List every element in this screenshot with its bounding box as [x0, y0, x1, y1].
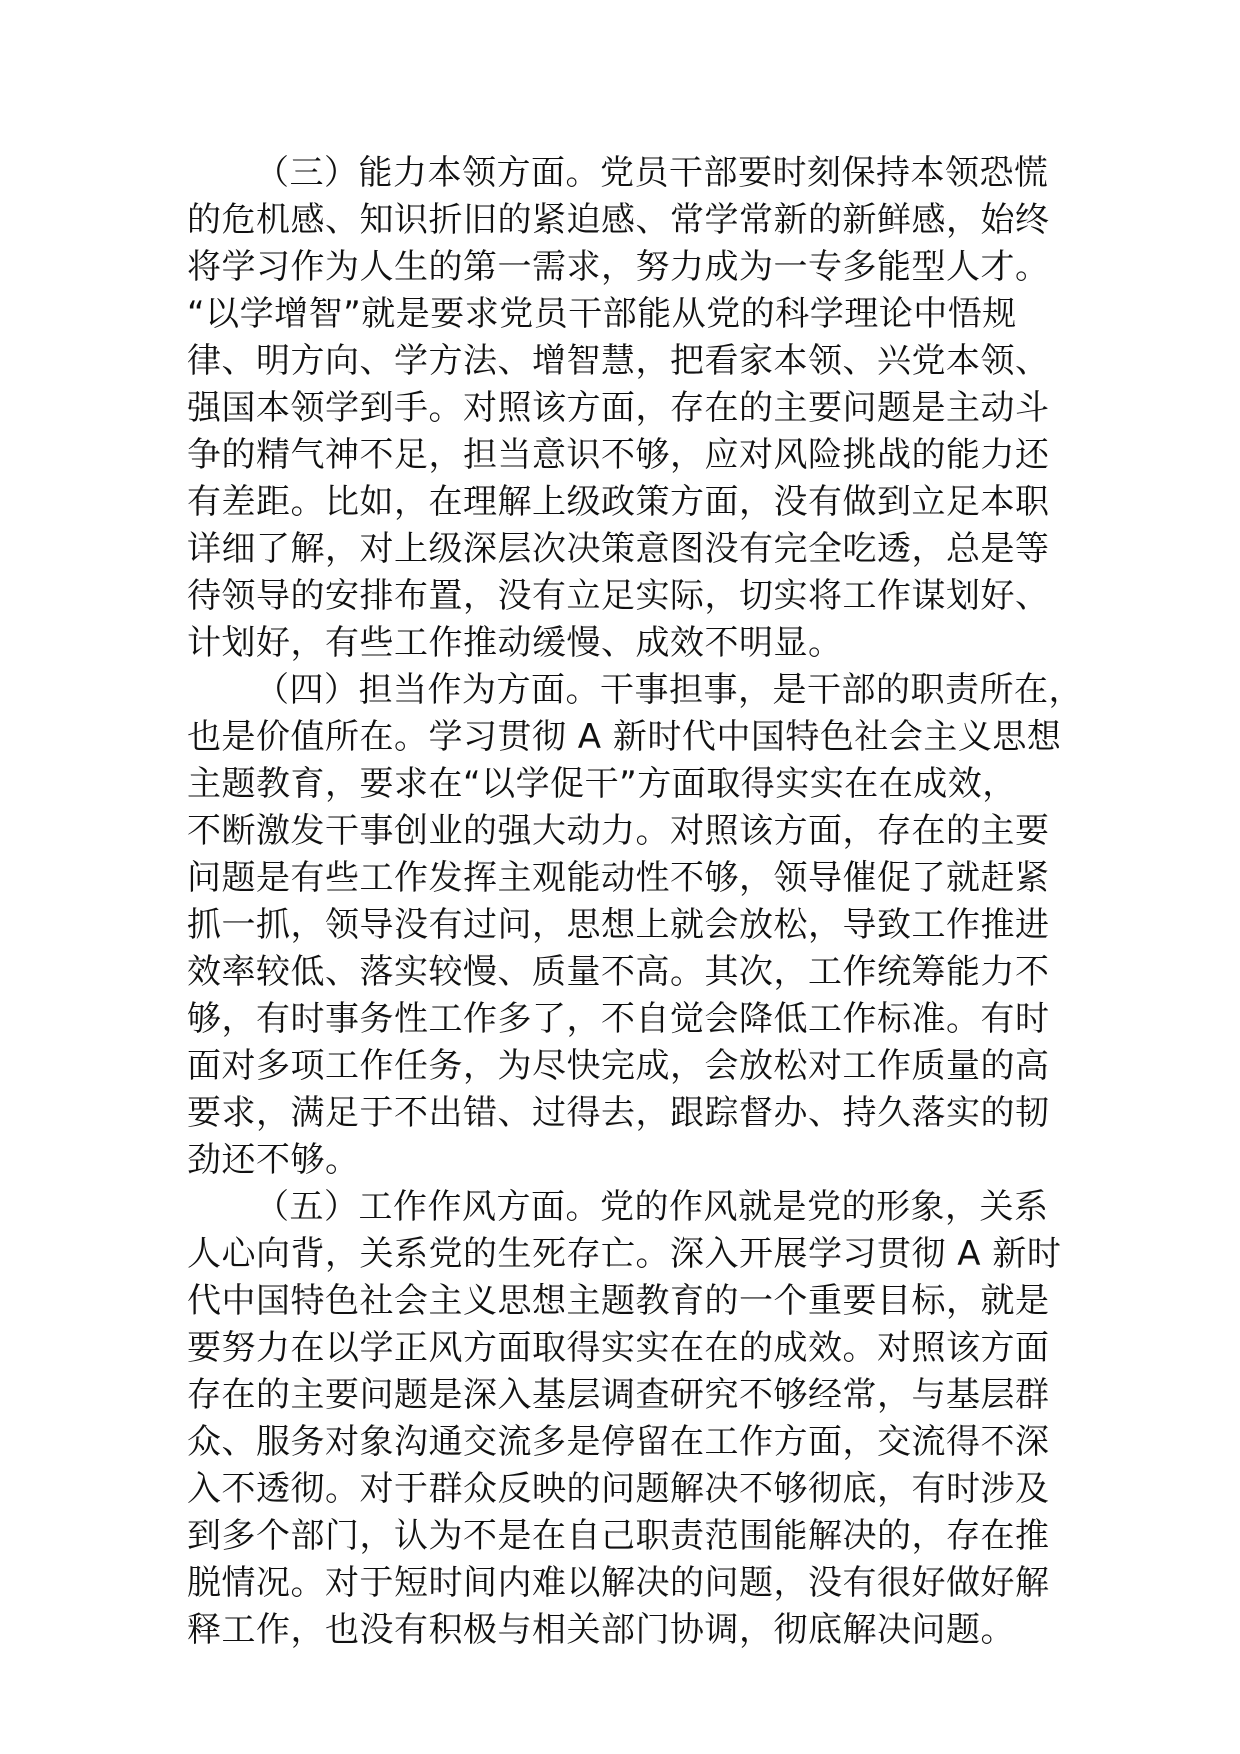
text-line: （三）能力本领方面。党员干部要时刻保持本领恐慌 — [255, 153, 1049, 193]
text-line: 要努力在以学正风方面取得实实在在的成效。对照该方面 — [187, 1328, 1050, 1368]
text-line: 代中国特色社会主义思想主题教育的一个重要目标，就是 — [187, 1281, 1050, 1321]
document-body — [187, 150, 1083, 1654]
text-line: 存在的主要问题是深入基层调查研究不够经常，与基层群 — [187, 1375, 1050, 1415]
text-line: 待领导的安排布置，没有立足实际，切实将工作谋划好、 — [187, 576, 1050, 616]
text-line: 抓一抓，领导没有过问，思想上就会放松，导致工作推进 — [187, 905, 1050, 945]
text-line: 面对多项工作任务，为尽快完成，会放松对工作质量的高 — [187, 1046, 1050, 1086]
text-line: 劲还不够。 — [187, 1140, 360, 1180]
text-line: 到多个部门，认为不是在自己职责范围能解决的，存在推 — [187, 1516, 1050, 1556]
paragraph-section-5 — [187, 1184, 1079, 1654]
text-line: 详细了解，对上级深层次决策意图没有完全吃透，总是等 — [187, 529, 1050, 569]
text-line: 主题教育，要求在“以学促干”方面取得实实在在成效， — [187, 764, 1017, 804]
text-line: 不断激发干事创业的强大动力。对照该方面，存在的主要 — [187, 811, 1050, 851]
text-line: 人心向背，关系党的生死存亡。深入开展学习贯彻 A 新时 — [187, 1234, 1062, 1274]
paragraph-section-3 — [187, 150, 1079, 667]
text-line: 将学习作为人生的第一需求，努力成为一专多能型人才。 — [187, 247, 1050, 287]
text-line: 强国本领学到手。对照该方面，存在的主要问题是主动斗 — [187, 388, 1050, 428]
text-line: 争的精气神不足，担当意识不够，应对风险挑战的能力还 — [187, 435, 1050, 475]
text-line: 众、服务对象沟通交流多是停留在工作方面，交流得不深 — [187, 1422, 1050, 1462]
text-line: 律、明方向、学方法、增智慧，把看家本领、兴党本领、 — [187, 341, 1050, 381]
text-line: 的危机感、知识折旧的紧迫感、常学常新的新鲜感，始终 — [187, 200, 1050, 240]
text-line: （五）工作作风方面。党的作风就是党的形象，关系 — [255, 1187, 1049, 1227]
paragraph-section-4 — [187, 667, 1083, 1184]
text-line: 也是价值所在。学习贯彻 A 新时代中国特色社会主义思想 — [187, 717, 1062, 757]
text-line: 效率较低、落实较慢、质量不高。其次，工作统筹能力不 — [187, 952, 1050, 992]
text-line: （四）担当作为方面。干事担事，是干部的职责所在， — [255, 670, 1083, 710]
text-line: 够，有时事务性工作多了，不自觉会降低工作标准。有时 — [187, 999, 1050, 1039]
text-line: 要求，满足于不出错、过得去，跟踪督办、持久落实的韧 — [187, 1093, 1050, 1133]
text-line: 释工作，也没有积极与相关部门协调，彻底解决问题。 — [187, 1610, 1015, 1650]
text-line: 计划好，有些工作推动缓慢、成效不明显。 — [187, 623, 843, 663]
text-line: 入不透彻。对于群众反映的问题解决不够彻底，有时涉及 — [187, 1469, 1050, 1509]
text-line: “以学增智”就是要求党员干部能从党的科学理论中悟规 — [187, 294, 1017, 334]
text-line: 问题是有些工作发挥主观能动性不够，领导催促了就赶紧 — [187, 858, 1050, 898]
text-line: 脱情况。对于短时间内难以解决的问题，没有很好做好解 — [187, 1563, 1050, 1603]
text-line: 有差距。比如，在理解上级政策方面，没有做到立足本职 — [187, 482, 1050, 522]
